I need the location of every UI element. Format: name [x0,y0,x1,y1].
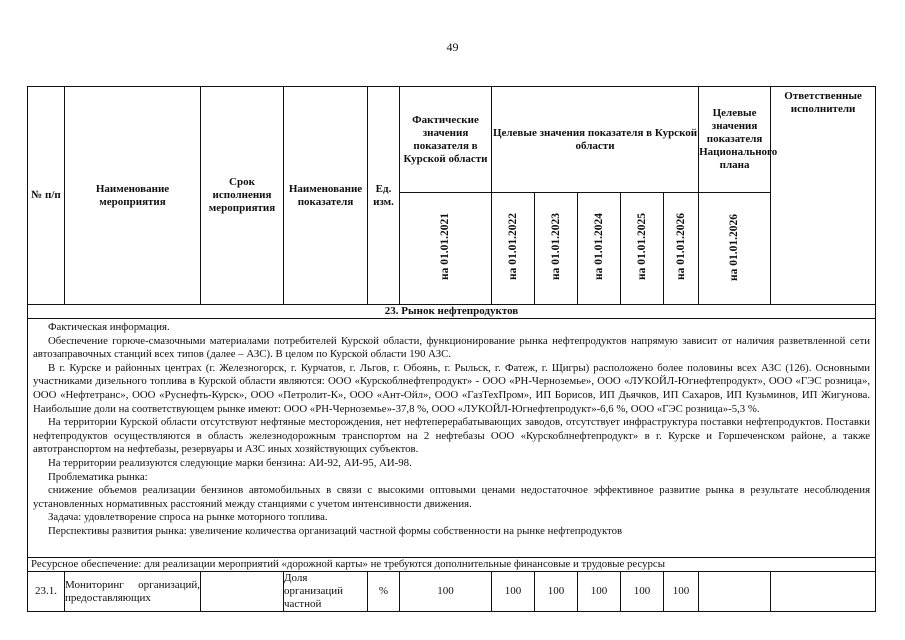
row-target-2022: 100 [492,572,535,612]
date-target-cell [664,193,699,305]
body-paragraph: снижение объемов реализации бензинов автомобильных в связи с высокими оптовыми ценами недостаточное эффективное развитие рынка в результате несоблюдения установленных нормативных расстояний между станциями с учетом интенсивности движения. [33,484,871,510]
date-target-cell [578,193,621,305]
body-paragraph: Проблематика рынка: [48,470,148,483]
date-target-cell [535,193,578,305]
row-num: 23.1. [28,572,65,612]
date-national-cell [699,193,771,305]
date-actual-cell [400,193,492,305]
header-event: Наименование мероприятия [65,87,201,305]
body-paragraph: Перспективы развития рынка: увеличение количества организаций частной формы собственности на рынке нефтепродуктов [48,524,623,537]
header-responsible: Ответственные исполнители [771,87,876,305]
body-paragraph: Фактическая информация. [48,321,170,333]
row-event: Мониторинг организаций, предоставляющих [65,572,201,612]
header-unit: Ед. изм. [368,87,400,305]
section-title: 23. Рынок нефтепродуктов [28,305,876,319]
date-national: на 01.01.2026 [728,213,741,281]
header-indicator: Наименование показателя [284,87,368,305]
date-target-2023: на 01.01.2023 [549,212,562,280]
row-indicator: Доля организаций частной [284,572,368,612]
row-actual: 100 [400,572,492,612]
row-target-2025: 100 [621,572,664,612]
table-row [28,572,876,612]
body-paragraph: На территории Курской области отсутствуют нефтяные месторождения, нет нефтеперерабатывающих заводов, отсутствует инфраструктура поставки нефтепродуктов. Поставки нефтепродуктов осуществляются в область железнодорожным транспортом на 2 нефтебазы ООО «Курскоблнефтепродукт» в г. Курске и Горшеченском районе, а также автотранспортом на нефтебазы, резервуары и АЗС иных хозяйствующих субъектов. [33,416,871,456]
row-target-2026: 100 [664,572,699,612]
row-target-2024: 100 [578,572,621,612]
date-target-cell [492,193,535,305]
row-national [699,572,771,612]
date-target-2022: на 01.01.2022 [506,212,519,280]
row-target-2023: 100 [535,572,578,612]
row-term [201,572,284,612]
header-term: Срок исполнения мероприятия [201,87,284,305]
page-number: 49 [446,40,459,54]
header-target: Целевые значения показателя в Курской области [492,87,699,193]
body-paragraph: В г. Курске и районных центрах (г. Железногорск, г. Курчатов, г. Льгов, г. Обоянь, г. Рыльск, г. Фатеж, г. Щигры) расположено более половины всех АЗС (126). Основными участниками дизельного топлива в Курской области являются: ООО «Курскоблнефтепродукт» - ООО «РН-Черноземье», ООО «ЛУКОЙЛ-Югнефтепродукт», ООО «ГЭС розница», ООО «Нефтетранс», ООО «Руснефть-Курск», ООО «Петролит-К», ООО «Ант-Ойл», ООО «ГазТехПром», ИП Борисов, ИП Дьячков, ИП Сахаров, ИП Кузьминов, ИП Жигунова. Наибольшие доли на соответствующем рынке имеют: ООО «РН-Черноземье»-37,8 %, ООО «ЛУКОЙЛ-Югнефтепродукт»-6,6 %, ООО «ГЭС розница»-5,3 %. [33,361,871,415]
section-body [28,319,876,558]
header-national: Целевые значения показателя Национального плана [699,87,771,193]
date-target-2025: на 01.01.2025 [635,212,648,280]
body-paragraph: Обеспечение горюче-смазочными материалами потребителей Курской области, функционирование рынка нефтепродуктов напрямую зависит от наличия разветвленной сети автозаправочных станций всех типов (далее – АЗС). В целом по Курской области 190 АЗС. [33,334,871,361]
header-actual: Фактические значения показателя в Курской области [400,87,492,193]
resource-note: Ресурсное обеспечение: для реализации мероприятий «дорожной карты» не требуются дополнительные финансовые и трудовые ресурсы [28,558,876,572]
row-unit: % [368,572,400,612]
roadmap-table [27,86,876,612]
date-target-2026: на 01.01.2026 [674,212,687,280]
date-target-cell [621,193,664,305]
body-paragraph: Задача: удовлетворение спроса на рынке моторного топлива. [48,511,328,524]
date-target-2024: на 01.01.2024 [592,212,605,280]
row-responsible [771,572,876,612]
header-num: № п/п [28,87,65,305]
body-paragraph: На территории реализуются следующие марки бензина: АИ-92, АИ-95, АИ-98. [48,456,412,469]
date-actual: на 01.01.2021 [439,212,451,280]
